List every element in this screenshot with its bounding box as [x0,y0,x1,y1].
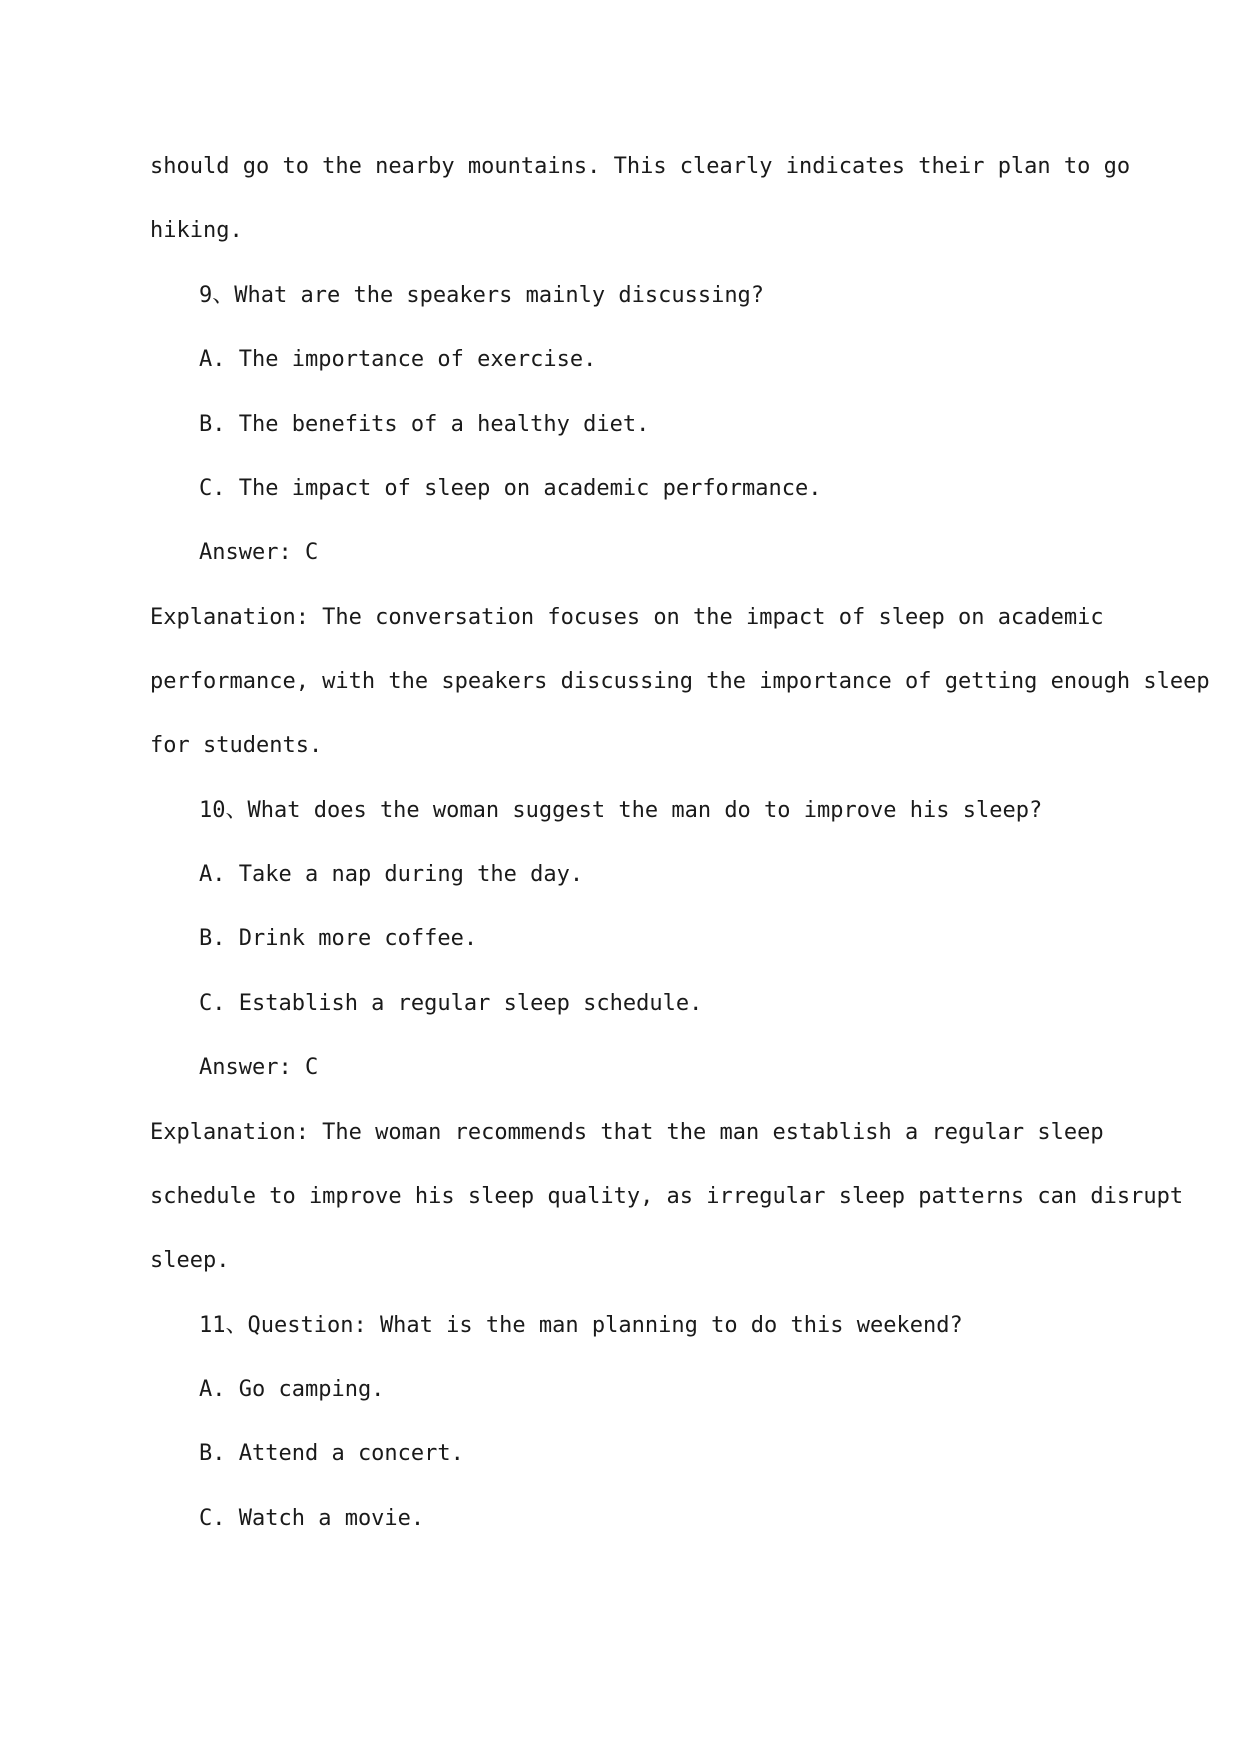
question-10: 10、What does the woman suggest the man do to improve his sleep? [199,798,1043,823]
explanation-line: schedule to improve his sleep quality, as irregular sleep patterns can disrupt [150,1184,1184,1209]
explanation-line: performance, with the speakers discussing the importance of getting enough sleep [150,669,1210,694]
option-a: A. The importance of exercise. [199,347,597,372]
question-9: 9、What are the speakers mainly discussing? [199,283,765,308]
option-a: A. Take a nap during the day. [199,862,584,887]
explanation-line: sleep. [150,1248,230,1273]
explanation-line: for students. [150,733,323,758]
text-line: hiking. [150,218,243,243]
option-b: B. The benefits of a healthy diet. [199,412,650,437]
option-c: C. Establish a regular sleep schedule. [199,991,703,1016]
option-a: A. Go camping. [199,1377,385,1402]
option-c: C. The impact of sleep on academic performance. [199,476,822,501]
answer: Answer: C [199,1055,319,1080]
explanation-line: Explanation: The woman recommends that the man establish a regular sleep [150,1120,1104,1145]
option-b: B. Attend a concert. [199,1441,464,1466]
answer: Answer: C [199,540,319,565]
option-c: C. Watch a movie. [199,1506,425,1531]
text-line: should go to the nearby mountains. This clearly indicates their plan to go [150,154,1131,179]
option-b: B. Drink more coffee. [199,926,478,951]
explanation-line: Explanation: The conversation focuses on the impact of sleep on academic [150,605,1104,630]
question-11: 11、Question: What is the man planning to do this weekend? [199,1313,963,1338]
